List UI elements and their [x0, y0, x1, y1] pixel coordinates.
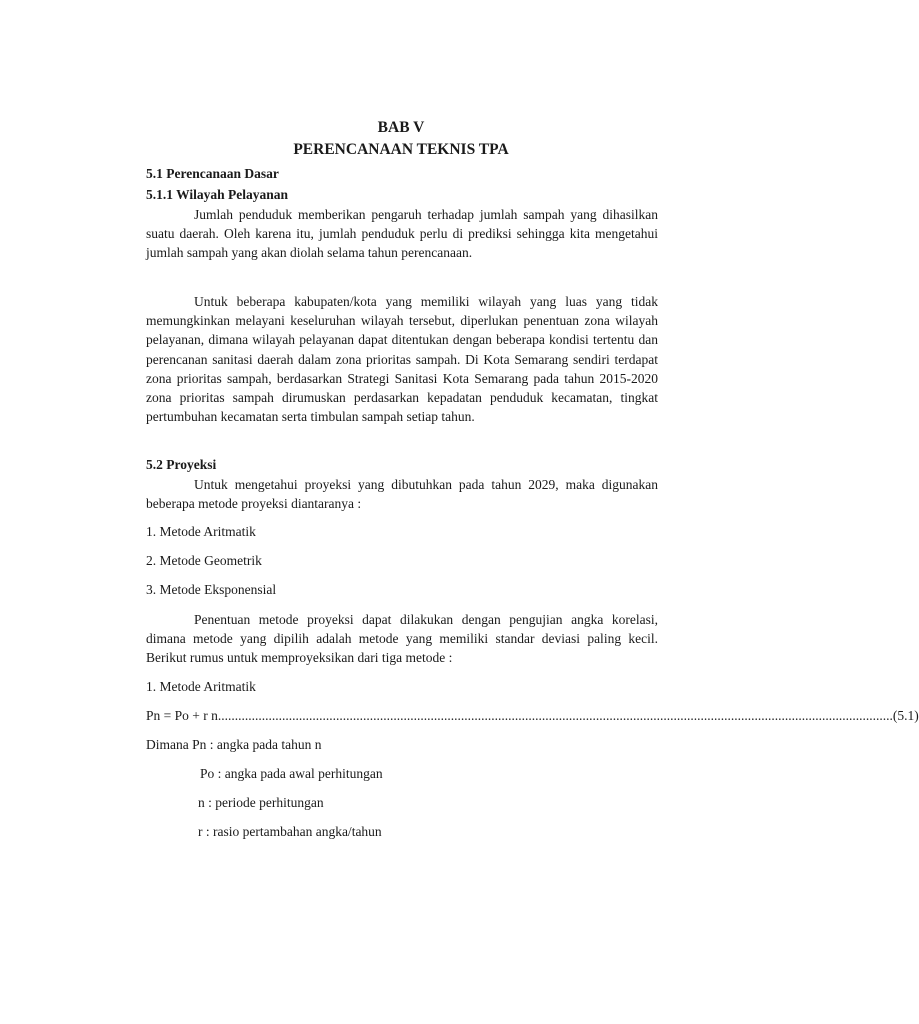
chapter-title: PERENCANAAN TEKNIS TPA [293, 141, 509, 158]
chapter-number: BAB V [377, 119, 425, 136]
section-heading-5-1: 5.1 Perencanaan Dasar [146, 166, 279, 181]
paragraph-proyeksi-1 [146, 475, 658, 513]
definition-r: r : rasio pertambahan angka/tahun [198, 824, 382, 839]
method-list-item: 2. Metode Geometrik [146, 553, 262, 568]
method-list-item: 1. Metode Aritmatik [146, 524, 256, 539]
definition-pn: Dimana Pn : angka pada tahun n [146, 737, 322, 752]
paragraph-wilayah-1 [146, 205, 658, 263]
definition-po: Po : angka pada awal perhitungan [200, 766, 383, 781]
paragraph-wilayah-1-text: Jumlah penduduk memberikan pengaruh terhadap jumlah sampah yang dihasilkan suatu daerah. Oleh karena itu, jumlah penduduk perlu di prediksi sehingga kita mengetahui jumlah sampah yang akan diolah selama tahun perencanaan. [146, 207, 658, 261]
section-heading-5-2: 5.2 Proyeksi [146, 457, 217, 472]
paragraph-proyeksi-1-text: Untuk mengetahui proyeksi yang dibutuhkan pada tahun 2029, maka digunakan beberapa metode proyeksi diantaranya : [146, 477, 658, 512]
method-1-heading: 1. Metode Aritmatik [146, 679, 256, 694]
paragraph-wilayah-2 [146, 292, 658, 426]
definition-n: n : periode perhitungan [198, 795, 324, 810]
method-list-item: 3. Metode Eksponensial [146, 582, 277, 597]
formula-expression: Pn = Po + r n [146, 708, 218, 723]
paragraph-proyeksi-2 [146, 610, 658, 668]
paragraph-proyeksi-2-text: Penentuan metode proyeksi dapat dilakukan dengan pengujian angka korelasi, dimana metode yang dipilih adalah metode yang memiliki standar deviasi paling kecil. Berikut rumus untuk memproyeksikan dari tiga metode : [146, 612, 658, 666]
formula-leader-dots: ........................................................................................................................................................................................................ [217, 708, 893, 723]
formula-5-1 [146, 708, 919, 724]
paragraph-wilayah-2-text: Untuk beberapa kabupaten/kota yang memiliki wilayah yang luas yang tidak memungkinkan melayani keseluruhan wilayah tersebut, diperlukan penentuan zona wilayah pelayanan, dimana wilayah pelayanan dapat ditentukan dengan beberapa kondisi tertentu dan perencanan sanitasi daerah dalam zona prioritas sampah. Di Kota Semarang sendiri terdapat zona prioritas sampah, berdasarkan Strategi Sanitasi Kota Semarang pada tahun 2015-2020 zona prioritas sampah dirumuskan perdasarkan kepadatan penduduk kecamatan, tingkat pertumbuhan kecamatan serta timbulan sampah setiap tahun. [146, 294, 658, 425]
formula-number: (5.1) [892, 708, 919, 723]
subsection-heading-5-1-1: 5.1.1 Wilayah Pelayanan [146, 187, 289, 202]
